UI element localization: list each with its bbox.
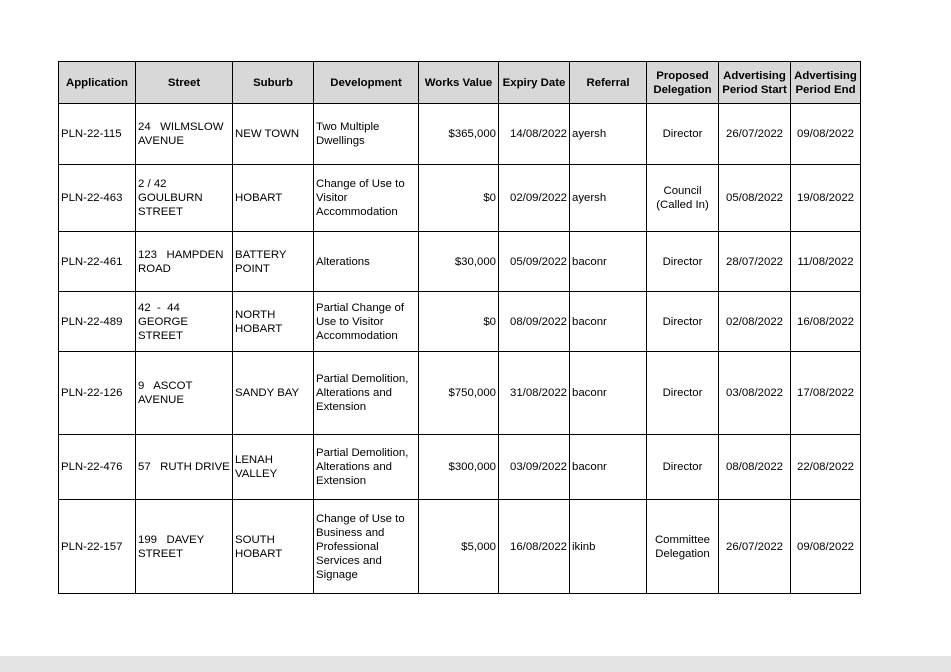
- cell-suburb: BATTERY POINT: [233, 232, 314, 292]
- cell-suburb: NEW TOWN: [233, 104, 314, 165]
- street-text: 123 HAMPDEN ROAD: [138, 248, 227, 275]
- cell-development: Partial Demolition, Alterations and Extension: [314, 352, 419, 435]
- street-text: 42 - 44 GEORGE STREET: [138, 301, 192, 342]
- cell-delegation: Council (Called In): [647, 165, 719, 232]
- cell-expiry-date: 05/09/2022: [499, 232, 570, 292]
- cell-street: [136, 292, 233, 352]
- cell-works-value: $300,000: [419, 435, 499, 500]
- cell-suburb: HOBART: [233, 165, 314, 232]
- cell-delegation: Director: [647, 232, 719, 292]
- cell-development: Two Multiple Dwellings: [314, 104, 419, 165]
- cell-referral: baconr: [570, 435, 647, 500]
- cell-expiry-date: 14/08/2022: [499, 104, 570, 165]
- cell-advertising-end: 19/08/2022: [791, 165, 861, 232]
- header-works-value: Works Value: [419, 62, 499, 104]
- cell-works-value: $0: [419, 292, 499, 352]
- table-row: [59, 500, 861, 594]
- header-advertising-end: Advertising Period End: [791, 62, 861, 104]
- cell-works-value: $365,000: [419, 104, 499, 165]
- cell-referral: ayersh: [570, 165, 647, 232]
- cell-advertising-start: 05/08/2022: [719, 165, 791, 232]
- cell-works-value: $30,000: [419, 232, 499, 292]
- cell-suburb: SOUTH HOBART: [233, 500, 314, 594]
- cell-street: [136, 104, 233, 165]
- cell-expiry-date: 02/09/2022: [499, 165, 570, 232]
- cell-delegation: Director: [647, 292, 719, 352]
- cell-application: PLN-22-463: [59, 165, 136, 232]
- cell-development: Partial Change of Use to Visitor Accommodation: [314, 292, 419, 352]
- cell-advertising-start: 03/08/2022: [719, 352, 791, 435]
- cell-advertising-end: 22/08/2022: [791, 435, 861, 500]
- cell-advertising-start: 02/08/2022: [719, 292, 791, 352]
- cell-advertising-start: 26/07/2022: [719, 104, 791, 165]
- page-bottom-band: [0, 656, 951, 672]
- header-proposed-delegation: Proposed Delegation: [647, 62, 719, 104]
- header-suburb: Suburb: [233, 62, 314, 104]
- cell-application: PLN-22-115: [59, 104, 136, 165]
- street-text: 57 RUTH DRIVE: [138, 461, 230, 473]
- header-expiry-date: Expiry Date: [499, 62, 570, 104]
- cell-application: PLN-22-461: [59, 232, 136, 292]
- header-row: [59, 62, 861, 104]
- table-row: [59, 232, 861, 292]
- street-text: 24 WILMSLOW AVENUE: [138, 121, 226, 147]
- header-application: Application: [59, 62, 136, 104]
- header-advertising-start: Advertising Period Start: [719, 62, 791, 104]
- street-text: 199 DAVEY STREET: [138, 533, 208, 560]
- cell-referral: baconr: [570, 352, 647, 435]
- header-street: Street: [136, 62, 233, 104]
- street-text: 2 / 42 GOULBURN STREET: [138, 178, 206, 218]
- cell-advertising-start: 08/08/2022: [719, 435, 791, 500]
- cell-works-value: $750,000: [419, 352, 499, 435]
- cell-street: [136, 500, 233, 594]
- cell-referral: ikinb: [570, 500, 647, 594]
- header-referral: Referral: [570, 62, 647, 104]
- cell-delegation: Director: [647, 435, 719, 500]
- cell-advertising-end: 09/08/2022: [791, 104, 861, 165]
- cell-expiry-date: 08/09/2022: [499, 292, 570, 352]
- cell-street: [136, 435, 233, 500]
- cell-development: Alterations: [314, 232, 419, 292]
- cell-advertising-end: 16/08/2022: [791, 292, 861, 352]
- cell-suburb: SANDY BAY: [233, 352, 314, 435]
- cell-expiry-date: 03/09/2022: [499, 435, 570, 500]
- cell-suburb: LENAH VALLEY: [233, 435, 314, 500]
- table-row: [59, 352, 861, 435]
- cell-application: PLN-22-489: [59, 292, 136, 352]
- table-row: [59, 435, 861, 500]
- cell-works-value: $5,000: [419, 500, 499, 594]
- cell-street: [136, 232, 233, 292]
- cell-advertising-end: 17/08/2022: [791, 352, 861, 435]
- cell-referral: ayersh: [570, 104, 647, 165]
- cell-application: PLN-22-157: [59, 500, 136, 594]
- cell-application: PLN-22-476: [59, 435, 136, 500]
- cell-advertising-start: 28/07/2022: [719, 232, 791, 292]
- cell-advertising-end: 11/08/2022: [791, 232, 861, 292]
- cell-street: [136, 165, 233, 232]
- cell-expiry-date: 16/08/2022: [499, 500, 570, 594]
- cell-referral: baconr: [570, 292, 647, 352]
- street-text: 9 ASCOT AVENUE: [138, 380, 195, 406]
- table-row: [59, 104, 861, 165]
- cell-application: PLN-22-126: [59, 352, 136, 435]
- cell-delegation: Director: [647, 104, 719, 165]
- cell-expiry-date: 31/08/2022: [499, 352, 570, 435]
- cell-street: [136, 352, 233, 435]
- table-row: [59, 165, 861, 232]
- cell-delegation: Director: [647, 352, 719, 435]
- applications-table: [58, 61, 861, 594]
- cell-development: Partial Demolition, Alterations and Extension: [314, 435, 419, 500]
- table-row: [59, 292, 861, 352]
- cell-delegation: Committee Delegation: [647, 500, 719, 594]
- cell-referral: baconr: [570, 232, 647, 292]
- cell-works-value: $0: [419, 165, 499, 232]
- cell-advertising-end: 09/08/2022: [791, 500, 861, 594]
- cell-development: Change of Use to Visitor Accommodation: [314, 165, 419, 232]
- cell-development: Change of Use to Business and Professional Services and Signage: [314, 500, 419, 594]
- cell-suburb: NORTH HOBART: [233, 292, 314, 352]
- cell-advertising-start: 26/07/2022: [719, 500, 791, 594]
- header-development: Development: [314, 62, 419, 104]
